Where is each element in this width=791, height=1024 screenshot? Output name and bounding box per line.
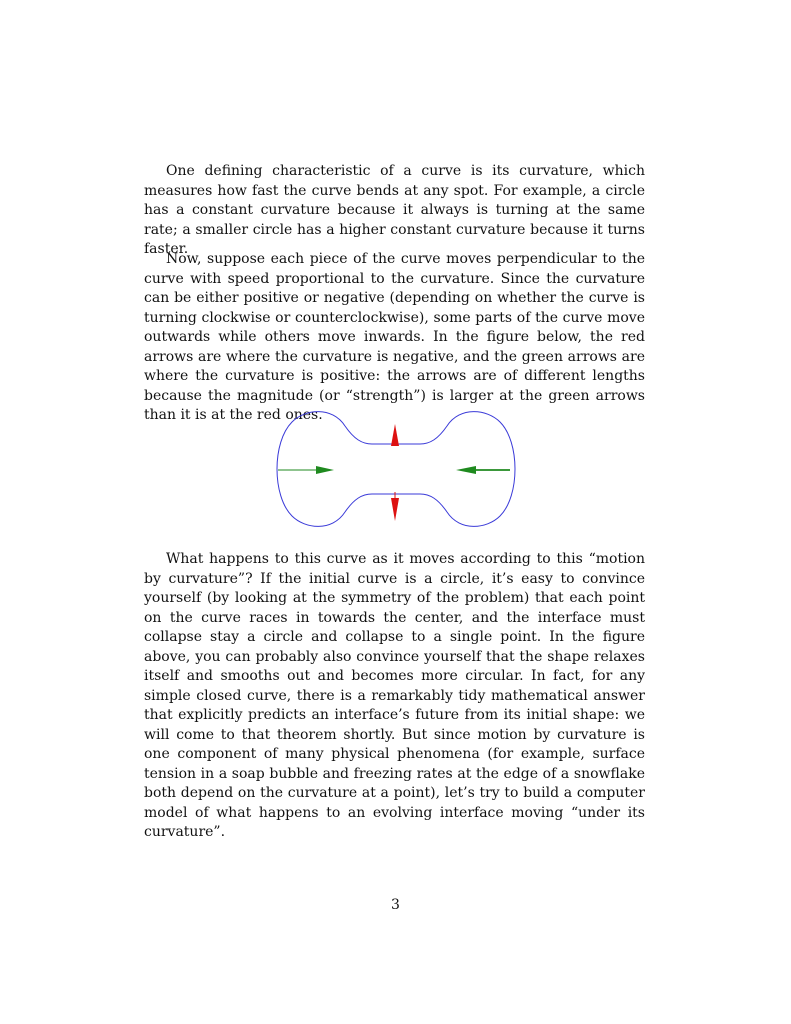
positive-arrow-left-head [316, 466, 334, 474]
paragraph-collapse-discussion: What happens to this curve as it moves according to this “motion by curvature”? If the initial curve is a circle, it’s easy to convince yourself (by looking at the symmetry of the problem) that each point on the curve races in towards the center, and the interface must collapse stay a circle and collapse to a single point. In the figure above, you can probably also convince yourself that the shape relaxes itself and smooths out and becomes more circular. In fact, for any simple closed curve, there is a remarkably tidy mathematical answer that explicitly predicts an interface’s future from its initial shape: we will come to that theorem shortly. But since motion by curvature is one component of many physical phenomena (for example, surface tension in a soap bubble and freezing rates at the edge of a snowflake both depend on the curvature at a point), let’s try to build a computer model of what happens to an evolving interface moving “under its curvature”. [144, 551, 645, 840]
curvature-figure [270, 404, 522, 534]
page-number: 3 [391, 897, 400, 913]
paragraph-motion-by-curvature: Now, suppose each piece of the curve moves perpendicular to the curve with speed proportional to the curvature. Since the curvature can be either positive or negative (depending on whether the curve is turning clockwise or counterclockwise), some parts of the curve move outwards while others move inwards. In the figure below, the red arrows are where the curvature is negative, and the green arrows are where the curvature is positive: the arrows are of different lengths because the magnitude (or “strength”) is larger at the green arrows than it is at the red ones. [144, 251, 645, 423]
positive-arrow-right-head [456, 466, 476, 474]
negative-arrow-bottom-head [391, 498, 399, 521]
negative-arrow-top-head [391, 424, 399, 446]
paragraph-curvature-definition: One defining characteristic of a curve is its curvature, which measures how fast the curve bends at any spot. For example, a circle has a constant curvature because it always is turning at the same rate; a smaller circle has a higher constant curvature because it turns faster. [144, 163, 645, 257]
